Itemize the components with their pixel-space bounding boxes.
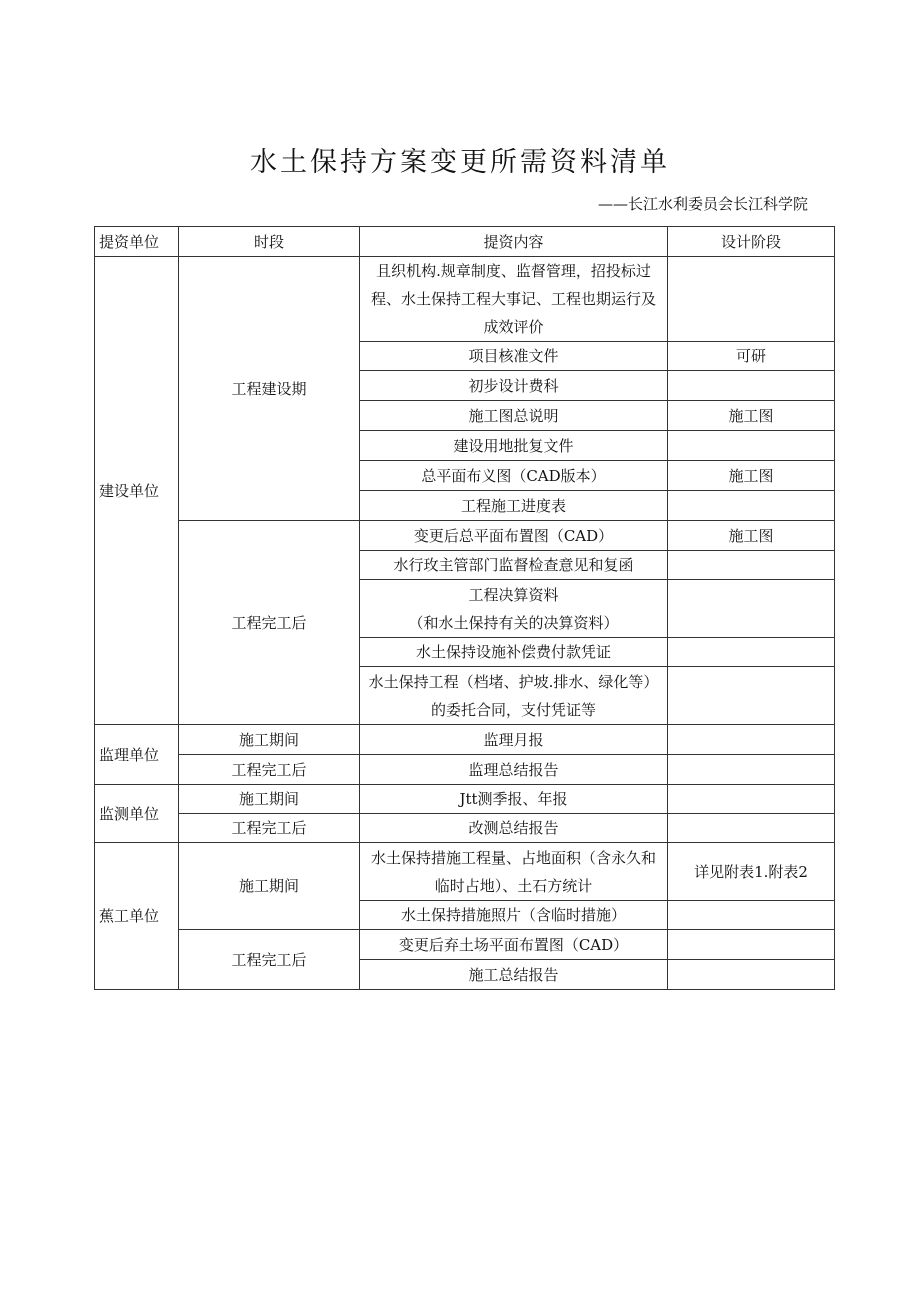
- table-row: [95, 843, 835, 901]
- stage-cell: 施工图: [668, 461, 835, 491]
- content-cell: 变更后总平面布置图（CAD）: [360, 521, 668, 551]
- content-cell: [360, 580, 668, 638]
- period-after-completion: 工程完工后: [179, 814, 360, 843]
- content-cell: 监理总结报告: [360, 755, 668, 785]
- content-cell: 水土保持工程（档堵、护坡.排水、绿化等）的委托合同，支付凭证等: [360, 667, 668, 725]
- stage-cell: 可研: [668, 342, 835, 371]
- header-unit: 提资单位: [95, 227, 179, 257]
- table-row: [95, 521, 835, 551]
- content-cell: 项目核准文件: [360, 342, 668, 371]
- stage-cell: [668, 638, 835, 667]
- content-cell: 监理月报: [360, 725, 668, 755]
- period-during-construction: 施工期间: [179, 725, 360, 755]
- stage-cell: [668, 755, 835, 785]
- content-cell: 且织机构.规章制度、监督管理，招投标过程、水土保持工程大事记、工程也期运行及成效评价: [360, 257, 668, 342]
- period-building: 工程建设期: [179, 257, 360, 521]
- materials-table: [94, 226, 835, 990]
- stage-cell: [668, 960, 835, 990]
- content-cell: 施工图总说明: [360, 401, 668, 431]
- table-header-row: [95, 227, 835, 257]
- table-row: [95, 930, 835, 960]
- stage-cell: [668, 901, 835, 930]
- stage-cell: 施工图: [668, 401, 835, 431]
- stage-cell: [668, 667, 835, 725]
- page-title: 水土保持方案变更所需资料清单: [250, 147, 670, 178]
- stage-cell: 施工图: [668, 521, 835, 551]
- period-after-completion: 工程完工后: [179, 930, 360, 990]
- stage-cell: [668, 371, 835, 401]
- stage-cell: [668, 551, 835, 580]
- content-line: 工程决算资料: [468, 585, 559, 604]
- content-cell: 施工总结报告: [360, 960, 668, 990]
- header-period: 时段: [179, 227, 360, 257]
- table-row: [95, 257, 835, 342]
- stage-cell: [668, 785, 835, 814]
- header-stage: 设计阶段: [668, 227, 835, 257]
- period-during-construction: 施工期间: [179, 785, 360, 814]
- stage-cell: 详见附表1.附表2: [668, 843, 835, 901]
- content-cell: 建设用地批复文件: [360, 431, 668, 461]
- stage-cell: [668, 930, 835, 960]
- table-row: [95, 814, 835, 843]
- stage-cell: [668, 580, 835, 638]
- header-content: 提资内容: [360, 227, 668, 257]
- table-row: [95, 785, 835, 814]
- period-after-completion: 工程完工后: [179, 521, 360, 725]
- content-cell: 总平面布义图（CAD版本）: [360, 461, 668, 491]
- unit-monitoring: 监测单位: [95, 785, 179, 843]
- content-cell: 水土保持设施补偿费付款凭证: [360, 638, 668, 667]
- page-subtitle: ——长江水利委员会长江科学院: [597, 195, 808, 213]
- table-row: [95, 725, 835, 755]
- stage-cell: [668, 725, 835, 755]
- stage-cell: [668, 491, 835, 521]
- unit-supervision: 监理单位: [95, 725, 179, 785]
- content-line: （和水土保持有关的决算资料）: [408, 613, 619, 632]
- content-cell: Jtt测季报、年报: [360, 785, 668, 814]
- content-cell: 改测总结报告: [360, 814, 668, 843]
- content-cell: 水行玫主管部门监督检查意见和复函: [360, 551, 668, 580]
- content-cell: 变更后弃土场平面布置图（CAD）: [360, 930, 668, 960]
- stage-cell: [668, 257, 835, 342]
- table-row: [95, 755, 835, 785]
- content-cell: 水土保持措施工程量、占地面积（含永久和临时占地）、土石方统计: [360, 843, 668, 901]
- content-cell: 水土保持措施照片（含临时措施）: [360, 901, 668, 930]
- period-during-construction: 施工期间: [179, 843, 360, 930]
- content-cell: 工程施工进度表: [360, 491, 668, 521]
- unit-construction: 建设单位: [95, 257, 179, 725]
- stage-cell: [668, 814, 835, 843]
- unit-builder: 蕉工单位: [95, 843, 179, 990]
- content-cell: 初步设计费科: [360, 371, 668, 401]
- stage-cell: [668, 431, 835, 461]
- period-after-completion: 工程完工后: [179, 755, 360, 785]
